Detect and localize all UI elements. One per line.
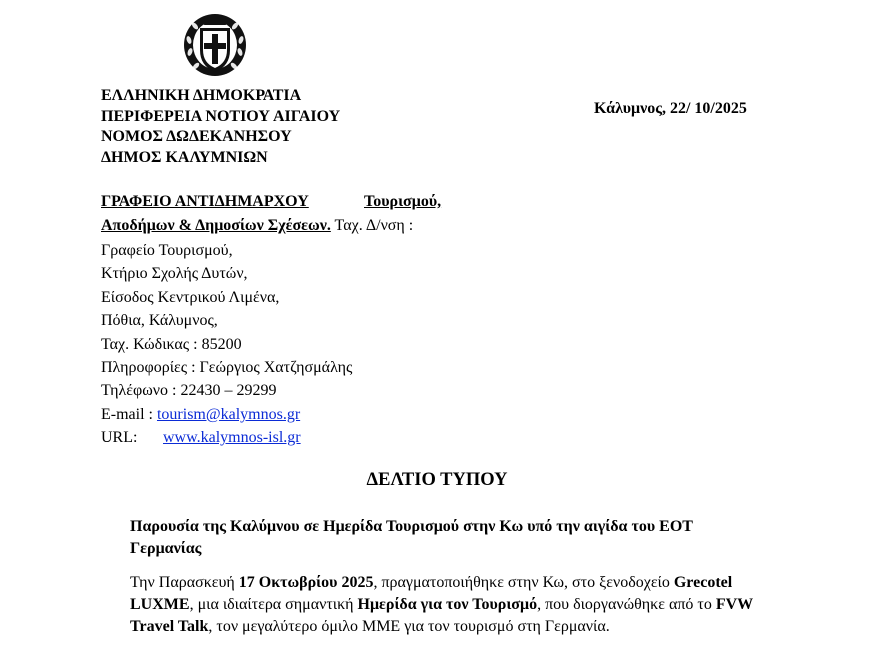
office-dept-line xyxy=(101,217,413,235)
url-line xyxy=(101,426,137,449)
address-line-4: Πόθια, Κάλυμνος, xyxy=(101,312,218,330)
body-text-2: , πραγματοποιήθηκε στην Κω, στο ξενοδοχείο xyxy=(373,574,674,591)
address-line-3: Είσοδος Κεντρικού Λιμένα, xyxy=(101,288,280,306)
email-link[interactable]: tourism@kalymnos.gr xyxy=(156,405,301,423)
body-text-3: , μια ιδιαίτερα σημαντική xyxy=(189,596,358,613)
address-label: Ταχ. Δ/νση : xyxy=(330,217,414,234)
header-line-2: ΠΕΡΙΦΕΡΕΙΑ ΝΟΤΙΟΥ ΑΙΓΑΙΟΥ xyxy=(101,107,341,125)
body-hotel: Grecotel LUXME xyxy=(130,574,733,613)
press-release-title: ΔΕΛΤΙΟ ΤΥΠΟΥ xyxy=(366,470,508,490)
header-line-1: ΕΛΛΗΝΙΚΗ ΔΗΜΟΚΡΑΤΙΑ xyxy=(101,87,302,104)
email-label: E-mail : xyxy=(101,405,157,423)
header-line-4: ΔΗΜΟΣ ΚΑΛΥΜΝΙΩΝ xyxy=(101,148,268,166)
email-line xyxy=(101,403,300,426)
url-link-wrap xyxy=(163,426,301,449)
document-date: Κάλυμνος, 22/ 10/2025 xyxy=(594,100,747,117)
contact-person-line: Πληροφορίες : Γεώργιος Χατζησμάλης xyxy=(101,359,353,376)
address-line-1: Γραφείο Τουρισμού, xyxy=(101,242,233,259)
press-subtitle: Παρουσία της Καλύμνου σε Ημερίδα Τουρισμού στην Κω υπό την αιγίδα του ΕΟΤ Γερμανίας xyxy=(130,518,693,557)
body-event: Ημερίδα για τον Τουρισμό xyxy=(357,596,538,613)
body-date: 17 Οκτωβρίου 2025 xyxy=(238,574,374,591)
body-organizer: FVW Travel Talk xyxy=(130,596,753,635)
phone-line: Τηλέφωνο : 22430 – 29299 xyxy=(101,382,277,400)
body-text-5: , τον μεγαλύτερο όμιλο ΜΜΕ για τον τουρισμό στη Γερμανία. xyxy=(208,618,610,635)
press-body-paragraph xyxy=(130,572,770,638)
address-line-2: Κτήριο Σχολής Δυτών, xyxy=(101,265,248,283)
header-line-3: ΝΟΜΟΣ ΔΩΔΕΚΑΝΗΣΟΥ xyxy=(101,128,292,145)
greek-coat-of-arms-icon xyxy=(182,10,248,78)
office-dept-1: Τουρισμού, xyxy=(364,193,442,210)
website-link[interactable]: www.kalymnos-isl.gr xyxy=(163,429,301,447)
url-label: URL: xyxy=(101,429,138,447)
body-text-4: , που διοργανώθηκε από το xyxy=(537,596,716,613)
postal-code-line: Ταχ. Κώδικας : 85200 xyxy=(101,335,242,353)
office-dept-part1 xyxy=(364,193,441,211)
office-heading xyxy=(101,193,309,211)
body-text-1: Την Παρασκευή xyxy=(130,574,239,591)
office-label: ΓΡΑΦΕΙΟ ΑΝΤΙΔΗΜΑΡΧΟΥ xyxy=(101,193,309,210)
office-dept-2: Αποδήμων & Δημοσίων Σχέσεων. xyxy=(101,217,331,234)
